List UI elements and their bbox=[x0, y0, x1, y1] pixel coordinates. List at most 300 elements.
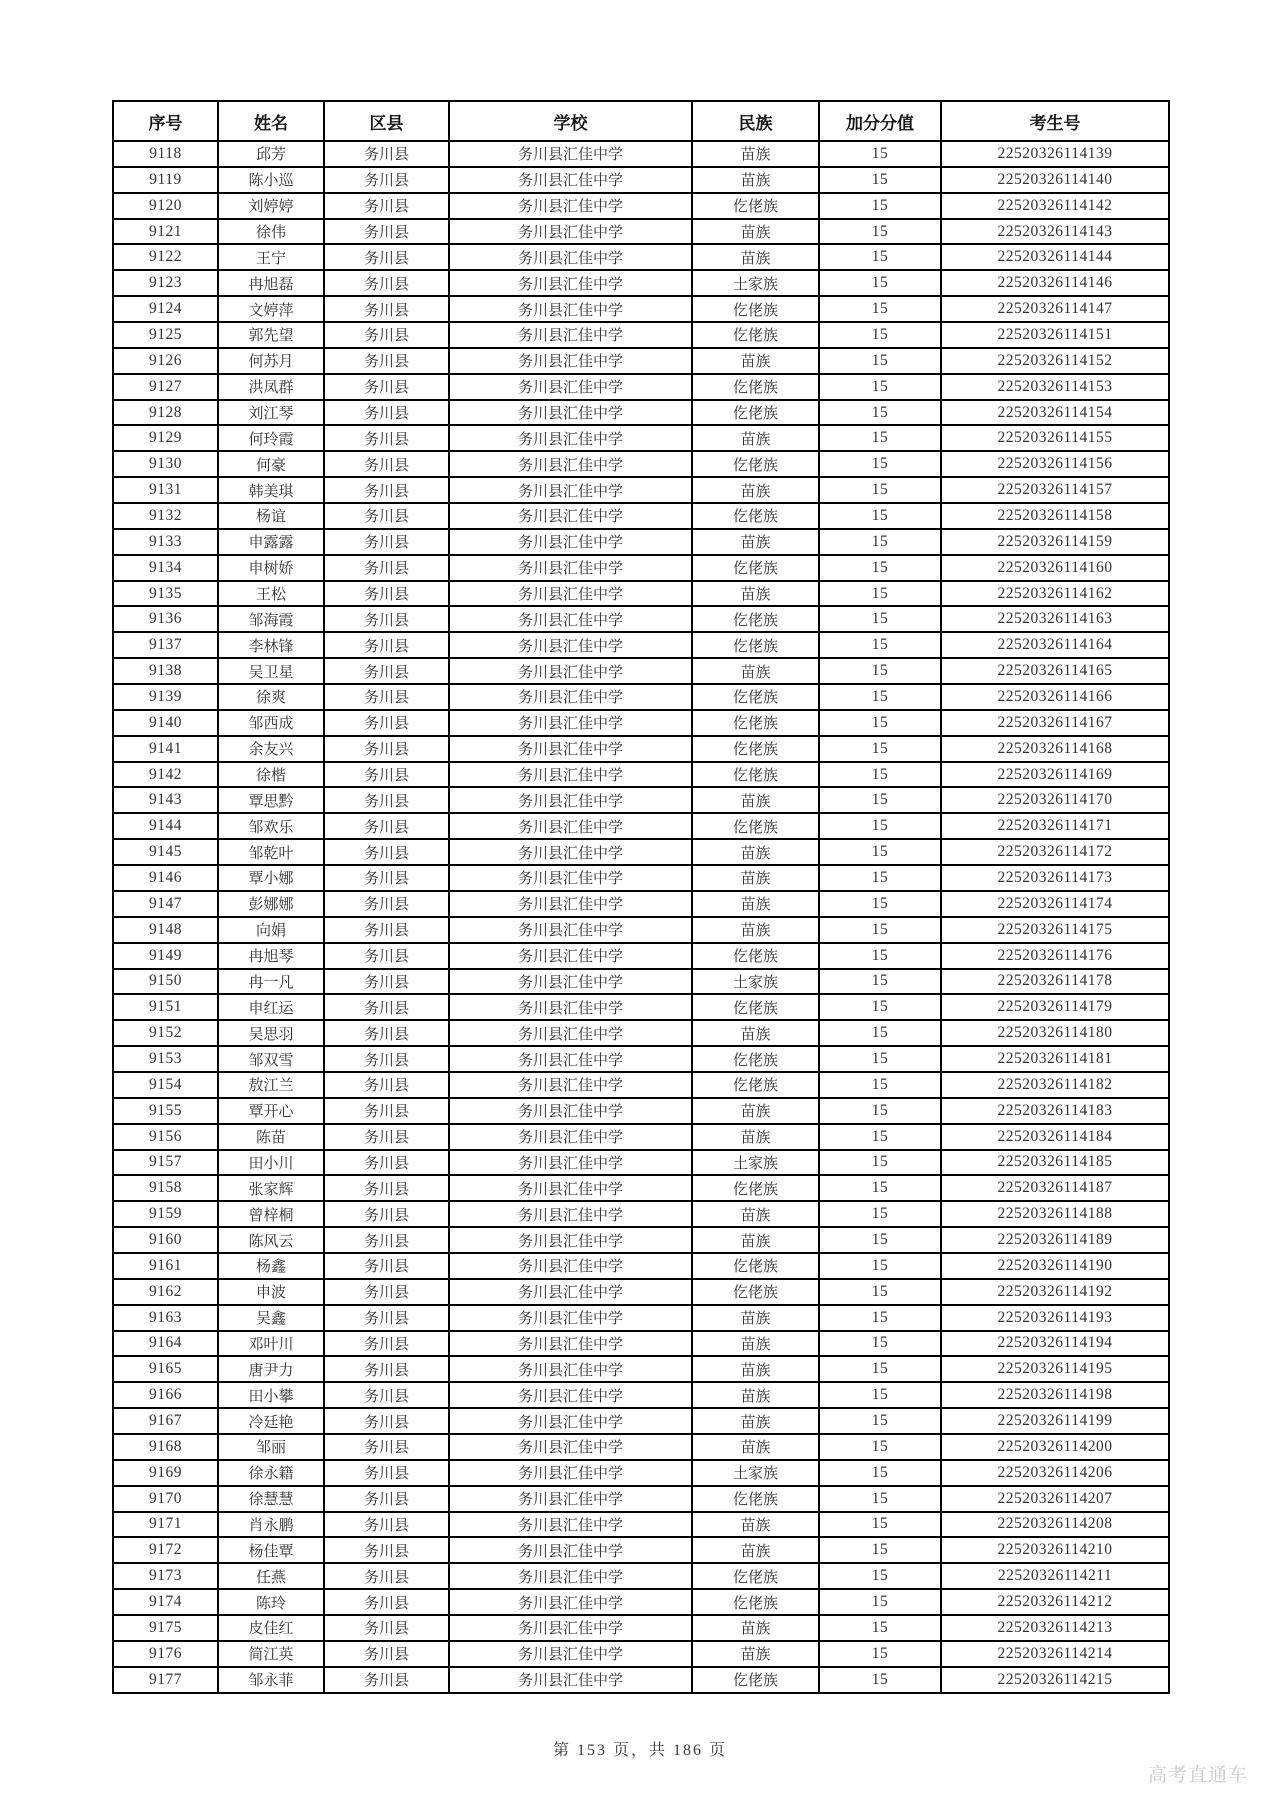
cell-name: 彭娜娜 bbox=[218, 891, 324, 917]
table-row bbox=[113, 632, 1169, 658]
table-row bbox=[113, 1072, 1169, 1098]
table-row bbox=[113, 1150, 1169, 1176]
cell-bonus: 15 bbox=[819, 787, 941, 813]
cell-bonus: 15 bbox=[819, 1046, 941, 1072]
cell-district: 务川县 bbox=[324, 451, 449, 477]
cell-bonus: 15 bbox=[819, 865, 941, 891]
cell-bonus: 15 bbox=[819, 1253, 941, 1279]
cell-bonus: 15 bbox=[819, 374, 941, 400]
cell-district: 务川县 bbox=[324, 1434, 449, 1460]
cell-district: 务川县 bbox=[324, 374, 449, 400]
table-row bbox=[113, 1641, 1169, 1667]
cell-ethnicity: 仡佬族 bbox=[692, 1563, 819, 1589]
cell-school: 务川县汇佳中学 bbox=[449, 1124, 692, 1150]
cell-bonus: 15 bbox=[819, 969, 941, 995]
table-row bbox=[113, 1667, 1169, 1693]
cell-district: 务川县 bbox=[324, 865, 449, 891]
cell-ethnicity: 仡佬族 bbox=[692, 322, 819, 348]
table-row bbox=[113, 710, 1169, 736]
cell-school: 务川县汇佳中学 bbox=[449, 736, 692, 762]
cell-seq: 9175 bbox=[113, 1615, 218, 1641]
cell-candidate-no: 22520326114207 bbox=[941, 1486, 1169, 1512]
cell-ethnicity: 苗族 bbox=[692, 917, 819, 943]
cell-district: 务川县 bbox=[324, 1227, 449, 1253]
cell-candidate-no: 22520326114171 bbox=[941, 813, 1169, 839]
table-row bbox=[113, 917, 1169, 943]
table-row bbox=[113, 839, 1169, 865]
cell-district: 务川县 bbox=[324, 219, 449, 245]
cell-district: 务川县 bbox=[324, 477, 449, 503]
cell-seq: 9161 bbox=[113, 1253, 218, 1279]
table-row bbox=[113, 503, 1169, 529]
cell-seq: 9118 bbox=[113, 141, 218, 167]
cell-ethnicity: 苗族 bbox=[692, 891, 819, 917]
cell-bonus: 15 bbox=[819, 141, 941, 167]
cell-bonus: 15 bbox=[819, 1150, 941, 1176]
cell-name: 任燕 bbox=[218, 1563, 324, 1589]
table-row bbox=[113, 581, 1169, 607]
cell-district: 务川县 bbox=[324, 839, 449, 865]
cell-candidate-no: 22520326114188 bbox=[941, 1201, 1169, 1227]
table-row bbox=[113, 994, 1169, 1020]
cell-candidate-no: 22520326114170 bbox=[941, 787, 1169, 813]
cell-school: 务川县汇佳中学 bbox=[449, 1589, 692, 1615]
cell-name: 王松 bbox=[218, 581, 324, 607]
cell-seq: 9126 bbox=[113, 348, 218, 374]
cell-seq: 9131 bbox=[113, 477, 218, 503]
table-row bbox=[113, 1382, 1169, 1408]
cell-bonus: 15 bbox=[819, 762, 941, 788]
cell-bonus: 15 bbox=[819, 1227, 941, 1253]
cell-candidate-no: 22520326114172 bbox=[941, 839, 1169, 865]
cell-name: 徐伟 bbox=[218, 219, 324, 245]
cell-name: 洪凤群 bbox=[218, 374, 324, 400]
table-row bbox=[113, 1124, 1169, 1150]
cell-school: 务川县汇佳中学 bbox=[449, 270, 692, 296]
cell-bonus: 15 bbox=[819, 425, 941, 451]
table-row bbox=[113, 244, 1169, 270]
cell-seq: 9177 bbox=[113, 1667, 218, 1693]
cell-school: 务川县汇佳中学 bbox=[449, 1331, 692, 1357]
cell-school: 务川县汇佳中学 bbox=[449, 1072, 692, 1098]
cell-ethnicity: 苗族 bbox=[692, 1201, 819, 1227]
cell-name: 唐尹力 bbox=[218, 1356, 324, 1382]
cell-name: 杨谊 bbox=[218, 503, 324, 529]
table-row bbox=[113, 1589, 1169, 1615]
cell-seq: 9146 bbox=[113, 865, 218, 891]
cell-seq: 9139 bbox=[113, 684, 218, 710]
cell-bonus: 15 bbox=[819, 1382, 941, 1408]
cell-ethnicity: 苗族 bbox=[692, 1356, 819, 1382]
cell-name: 申露露 bbox=[218, 529, 324, 555]
cell-district: 务川县 bbox=[324, 1460, 449, 1486]
cell-seq: 9150 bbox=[113, 969, 218, 995]
cell-seq: 9128 bbox=[113, 400, 218, 426]
cell-seq: 9124 bbox=[113, 296, 218, 322]
cell-district: 务川县 bbox=[324, 1124, 449, 1150]
table-row bbox=[113, 477, 1169, 503]
cell-candidate-no: 22520326114160 bbox=[941, 555, 1169, 581]
cell-school: 务川县汇佳中学 bbox=[449, 1537, 692, 1563]
cell-candidate-no: 22520326114157 bbox=[941, 477, 1169, 503]
cell-district: 务川县 bbox=[324, 1408, 449, 1434]
column-header-6: 考生号 bbox=[941, 101, 1169, 141]
cell-district: 务川县 bbox=[324, 400, 449, 426]
cell-district: 务川县 bbox=[324, 270, 449, 296]
cell-seq: 9167 bbox=[113, 1408, 218, 1434]
cell-ethnicity: 苗族 bbox=[692, 581, 819, 607]
cell-candidate-no: 22520326114176 bbox=[941, 943, 1169, 969]
cell-district: 务川县 bbox=[324, 710, 449, 736]
cell-ethnicity: 苗族 bbox=[692, 1641, 819, 1667]
cell-candidate-no: 22520326114210 bbox=[941, 1537, 1169, 1563]
cell-candidate-no: 22520326114174 bbox=[941, 891, 1169, 917]
cell-name: 王宁 bbox=[218, 244, 324, 270]
cell-school: 务川县汇佳中学 bbox=[449, 839, 692, 865]
cell-school: 务川县汇佳中学 bbox=[449, 710, 692, 736]
cell-district: 务川县 bbox=[324, 1537, 449, 1563]
cell-ethnicity: 仡佬族 bbox=[692, 1486, 819, 1512]
cell-school: 务川县汇佳中学 bbox=[449, 1253, 692, 1279]
table-row bbox=[113, 1537, 1169, 1563]
cell-candidate-no: 22520326114169 bbox=[941, 762, 1169, 788]
cell-candidate-no: 22520326114158 bbox=[941, 503, 1169, 529]
cell-name: 邹丽 bbox=[218, 1434, 324, 1460]
table-row bbox=[113, 451, 1169, 477]
cell-bonus: 15 bbox=[819, 632, 941, 658]
cell-ethnicity: 土家族 bbox=[692, 1460, 819, 1486]
cell-candidate-no: 22520326114143 bbox=[941, 219, 1169, 245]
cell-candidate-no: 22520326114187 bbox=[941, 1175, 1169, 1201]
cell-ethnicity: 仡佬族 bbox=[692, 943, 819, 969]
table-row bbox=[113, 193, 1169, 219]
table-row bbox=[113, 219, 1169, 245]
cell-district: 务川县 bbox=[324, 969, 449, 995]
cell-candidate-no: 22520326114154 bbox=[941, 400, 1169, 426]
cell-candidate-no: 22520326114179 bbox=[941, 994, 1169, 1020]
cell-district: 务川县 bbox=[324, 943, 449, 969]
cell-bonus: 15 bbox=[819, 1615, 941, 1641]
cell-district: 务川县 bbox=[324, 503, 449, 529]
table-row bbox=[113, 1020, 1169, 1046]
cell-district: 务川县 bbox=[324, 581, 449, 607]
cell-bonus: 15 bbox=[819, 1486, 941, 1512]
cell-ethnicity: 苗族 bbox=[692, 1305, 819, 1331]
cell-name: 何苏月 bbox=[218, 348, 324, 374]
table-row bbox=[113, 1486, 1169, 1512]
cell-bonus: 15 bbox=[819, 451, 941, 477]
cell-ethnicity: 仡佬族 bbox=[692, 451, 819, 477]
cell-district: 务川县 bbox=[324, 167, 449, 193]
cell-name: 简江英 bbox=[218, 1641, 324, 1667]
cell-candidate-no: 22520326114151 bbox=[941, 322, 1169, 348]
table-row bbox=[113, 1279, 1169, 1305]
cell-seq: 9132 bbox=[113, 503, 218, 529]
cell-school: 务川县汇佳中学 bbox=[449, 1512, 692, 1538]
cell-name: 申波 bbox=[218, 1279, 324, 1305]
cell-ethnicity: 仡佬族 bbox=[692, 400, 819, 426]
cell-name: 邹欢乐 bbox=[218, 813, 324, 839]
cell-name: 徐永籍 bbox=[218, 1460, 324, 1486]
cell-candidate-no: 22520326114165 bbox=[941, 658, 1169, 684]
cell-school: 务川县汇佳中学 bbox=[449, 1046, 692, 1072]
cell-bonus: 15 bbox=[819, 529, 941, 555]
cell-candidate-no: 22520326114211 bbox=[941, 1563, 1169, 1589]
cell-ethnicity: 苗族 bbox=[692, 1331, 819, 1357]
cell-district: 务川县 bbox=[324, 348, 449, 374]
cell-seq: 9130 bbox=[113, 451, 218, 477]
cell-seq: 9151 bbox=[113, 994, 218, 1020]
cell-seq: 9152 bbox=[113, 1020, 218, 1046]
table-row bbox=[113, 813, 1169, 839]
column-header-4: 民族 bbox=[692, 101, 819, 141]
cell-name: 余友兴 bbox=[218, 736, 324, 762]
cell-school: 务川县汇佳中学 bbox=[449, 1408, 692, 1434]
cell-district: 务川县 bbox=[324, 1201, 449, 1227]
cell-bonus: 15 bbox=[819, 684, 941, 710]
cell-seq: 9119 bbox=[113, 167, 218, 193]
cell-school: 务川县汇佳中学 bbox=[449, 193, 692, 219]
table-row bbox=[113, 348, 1169, 374]
table-row bbox=[113, 1408, 1169, 1434]
cell-candidate-no: 22520326114183 bbox=[941, 1098, 1169, 1124]
cell-bonus: 15 bbox=[819, 167, 941, 193]
cell-candidate-no: 22520326114194 bbox=[941, 1331, 1169, 1357]
cell-bonus: 15 bbox=[819, 244, 941, 270]
cell-school: 务川县汇佳中学 bbox=[449, 917, 692, 943]
cell-name: 李林锋 bbox=[218, 632, 324, 658]
cell-seq: 9140 bbox=[113, 710, 218, 736]
cell-candidate-no: 22520326114146 bbox=[941, 270, 1169, 296]
cell-school: 务川县汇佳中学 bbox=[449, 891, 692, 917]
cell-district: 务川县 bbox=[324, 1563, 449, 1589]
cell-bonus: 15 bbox=[819, 1124, 941, 1150]
cell-ethnicity: 苗族 bbox=[692, 141, 819, 167]
cell-bonus: 15 bbox=[819, 322, 941, 348]
cell-ethnicity: 仡佬族 bbox=[692, 296, 819, 322]
table-row bbox=[113, 1098, 1169, 1124]
cell-bonus: 15 bbox=[819, 1641, 941, 1667]
column-header-2: 区县 bbox=[324, 101, 449, 141]
cell-school: 务川县汇佳中学 bbox=[449, 400, 692, 426]
cell-bonus: 15 bbox=[819, 1667, 941, 1693]
cell-name: 申红运 bbox=[218, 994, 324, 1020]
cell-bonus: 15 bbox=[819, 813, 941, 839]
cell-bonus: 15 bbox=[819, 839, 941, 865]
cell-name: 皮佳红 bbox=[218, 1615, 324, 1641]
cell-school: 务川县汇佳中学 bbox=[449, 865, 692, 891]
cell-candidate-no: 22520326114164 bbox=[941, 632, 1169, 658]
cell-name: 冉一凡 bbox=[218, 969, 324, 995]
cell-ethnicity: 苗族 bbox=[692, 865, 819, 891]
cell-ethnicity: 仡佬族 bbox=[692, 1279, 819, 1305]
cell-bonus: 15 bbox=[819, 1305, 941, 1331]
cell-district: 务川县 bbox=[324, 813, 449, 839]
cell-school: 务川县汇佳中学 bbox=[449, 1305, 692, 1331]
cell-district: 务川县 bbox=[324, 1667, 449, 1693]
cell-name: 田小攀 bbox=[218, 1382, 324, 1408]
cell-bonus: 15 bbox=[819, 1201, 941, 1227]
table-row bbox=[113, 606, 1169, 632]
cell-bonus: 15 bbox=[819, 193, 941, 219]
table-row bbox=[113, 762, 1169, 788]
table-row bbox=[113, 891, 1169, 917]
cell-candidate-no: 22520326114190 bbox=[941, 1253, 1169, 1279]
table-row bbox=[113, 1356, 1169, 1382]
cell-seq: 9129 bbox=[113, 425, 218, 451]
cell-bonus: 15 bbox=[819, 219, 941, 245]
cell-district: 务川县 bbox=[324, 244, 449, 270]
cell-school: 务川县汇佳中学 bbox=[449, 606, 692, 632]
cell-school: 务川县汇佳中学 bbox=[449, 943, 692, 969]
cell-name: 刘婷婷 bbox=[218, 193, 324, 219]
cell-ethnicity: 苗族 bbox=[692, 1227, 819, 1253]
cell-ethnicity: 土家族 bbox=[692, 969, 819, 995]
cell-candidate-no: 22520326114208 bbox=[941, 1512, 1169, 1538]
cell-school: 务川县汇佳中学 bbox=[449, 1434, 692, 1460]
cell-school: 务川县汇佳中学 bbox=[449, 296, 692, 322]
cell-bonus: 15 bbox=[819, 1408, 941, 1434]
cell-district: 务川县 bbox=[324, 1512, 449, 1538]
cell-candidate-no: 22520326114193 bbox=[941, 1305, 1169, 1331]
cell-bonus: 15 bbox=[819, 1279, 941, 1305]
cell-seq: 9142 bbox=[113, 762, 218, 788]
cell-district: 务川县 bbox=[324, 1150, 449, 1176]
cell-seq: 9147 bbox=[113, 891, 218, 917]
cell-school: 务川县汇佳中学 bbox=[449, 348, 692, 374]
cell-ethnicity: 仡佬族 bbox=[692, 710, 819, 736]
cell-ethnicity: 苗族 bbox=[692, 1512, 819, 1538]
table-row bbox=[113, 1227, 1169, 1253]
cell-candidate-no: 22520326114212 bbox=[941, 1589, 1169, 1615]
cell-school: 务川县汇佳中学 bbox=[449, 684, 692, 710]
cell-candidate-no: 22520326114166 bbox=[941, 684, 1169, 710]
cell-candidate-no: 22520326114142 bbox=[941, 193, 1169, 219]
cell-bonus: 15 bbox=[819, 1020, 941, 1046]
cell-seq: 9149 bbox=[113, 943, 218, 969]
cell-seq: 9122 bbox=[113, 244, 218, 270]
cell-district: 务川县 bbox=[324, 1279, 449, 1305]
cell-name: 邹双雪 bbox=[218, 1046, 324, 1072]
cell-ethnicity: 仡佬族 bbox=[692, 1253, 819, 1279]
cell-district: 务川县 bbox=[324, 1382, 449, 1408]
cell-ethnicity: 仡佬族 bbox=[692, 1175, 819, 1201]
cell-name: 田小川 bbox=[218, 1150, 324, 1176]
cell-name: 张家辉 bbox=[218, 1175, 324, 1201]
cell-candidate-no: 22520326114213 bbox=[941, 1615, 1169, 1641]
cell-ethnicity: 苗族 bbox=[692, 348, 819, 374]
cell-seq: 9164 bbox=[113, 1331, 218, 1357]
cell-school: 务川县汇佳中学 bbox=[449, 1150, 692, 1176]
cell-district: 务川县 bbox=[324, 1072, 449, 1098]
cell-name: 邹海霞 bbox=[218, 606, 324, 632]
table-row bbox=[113, 1175, 1169, 1201]
table-row bbox=[113, 425, 1169, 451]
cell-candidate-no: 22520326114159 bbox=[941, 529, 1169, 555]
cell-ethnicity: 苗族 bbox=[692, 425, 819, 451]
cell-bonus: 15 bbox=[819, 1589, 941, 1615]
cell-ethnicity: 仡佬族 bbox=[692, 374, 819, 400]
cell-ethnicity: 仡佬族 bbox=[692, 555, 819, 581]
cell-bonus: 15 bbox=[819, 581, 941, 607]
cell-name: 徐慧慧 bbox=[218, 1486, 324, 1512]
cell-candidate-no: 22520326114195 bbox=[941, 1356, 1169, 1382]
cell-ethnicity: 仡佬族 bbox=[692, 1046, 819, 1072]
table-row bbox=[113, 167, 1169, 193]
cell-candidate-no: 22520326114180 bbox=[941, 1020, 1169, 1046]
cell-name: 徐楷 bbox=[218, 762, 324, 788]
table-row bbox=[113, 943, 1169, 969]
cell-candidate-no: 22520326114185 bbox=[941, 1150, 1169, 1176]
cell-ethnicity: 苗族 bbox=[692, 167, 819, 193]
cell-school: 务川县汇佳中学 bbox=[449, 374, 692, 400]
cell-ethnicity: 苗族 bbox=[692, 1615, 819, 1641]
cell-ethnicity: 仡佬族 bbox=[692, 1589, 819, 1615]
cell-bonus: 15 bbox=[819, 1512, 941, 1538]
cell-name: 文婷萍 bbox=[218, 296, 324, 322]
cell-seq: 9133 bbox=[113, 529, 218, 555]
cell-ethnicity: 苗族 bbox=[692, 477, 819, 503]
cell-bonus: 15 bbox=[819, 658, 941, 684]
table-row bbox=[113, 865, 1169, 891]
cell-seq: 9174 bbox=[113, 1589, 218, 1615]
cell-seq: 9127 bbox=[113, 374, 218, 400]
cell-ethnicity: 仡佬族 bbox=[692, 813, 819, 839]
cell-district: 务川县 bbox=[324, 1046, 449, 1072]
cell-school: 务川县汇佳中学 bbox=[449, 813, 692, 839]
cell-seq: 9123 bbox=[113, 270, 218, 296]
cell-bonus: 15 bbox=[819, 891, 941, 917]
cell-candidate-no: 22520326114139 bbox=[941, 141, 1169, 167]
cell-school: 务川县汇佳中学 bbox=[449, 1098, 692, 1124]
cell-ethnicity: 苗族 bbox=[692, 1124, 819, 1150]
cell-seq: 9173 bbox=[113, 1563, 218, 1589]
cell-school: 务川县汇佳中学 bbox=[449, 1279, 692, 1305]
cell-ethnicity: 苗族 bbox=[692, 529, 819, 555]
cell-district: 务川县 bbox=[324, 787, 449, 813]
bonus-points-roster-table bbox=[112, 100, 1170, 1694]
cell-candidate-no: 22520326114200 bbox=[941, 1434, 1169, 1460]
table-row bbox=[113, 322, 1169, 348]
cell-district: 务川县 bbox=[324, 1175, 449, 1201]
table-row bbox=[113, 1512, 1169, 1538]
cell-ethnicity: 苗族 bbox=[692, 1537, 819, 1563]
cell-district: 务川县 bbox=[324, 762, 449, 788]
cell-ethnicity: 仡佬族 bbox=[692, 1072, 819, 1098]
cell-name: 覃开心 bbox=[218, 1098, 324, 1124]
cell-seq: 9154 bbox=[113, 1072, 218, 1098]
cell-bonus: 15 bbox=[819, 1537, 941, 1563]
cell-bonus: 15 bbox=[819, 917, 941, 943]
cell-district: 务川县 bbox=[324, 891, 449, 917]
cell-ethnicity: 苗族 bbox=[692, 244, 819, 270]
cell-district: 务川县 bbox=[324, 994, 449, 1020]
table-row bbox=[113, 1253, 1169, 1279]
cell-bonus: 15 bbox=[819, 348, 941, 374]
cell-ethnicity: 仡佬族 bbox=[692, 994, 819, 1020]
cell-district: 务川县 bbox=[324, 632, 449, 658]
cell-seq: 9148 bbox=[113, 917, 218, 943]
cell-candidate-no: 22520326114153 bbox=[941, 374, 1169, 400]
cell-bonus: 15 bbox=[819, 1098, 941, 1124]
cell-candidate-no: 22520326114206 bbox=[941, 1460, 1169, 1486]
cell-ethnicity: 苗族 bbox=[692, 1382, 819, 1408]
cell-school: 务川县汇佳中学 bbox=[449, 503, 692, 529]
cell-school: 务川县汇佳中学 bbox=[449, 994, 692, 1020]
cell-school: 务川县汇佳中学 bbox=[449, 762, 692, 788]
cell-bonus: 15 bbox=[819, 296, 941, 322]
cell-candidate-no: 22520326114144 bbox=[941, 244, 1169, 270]
